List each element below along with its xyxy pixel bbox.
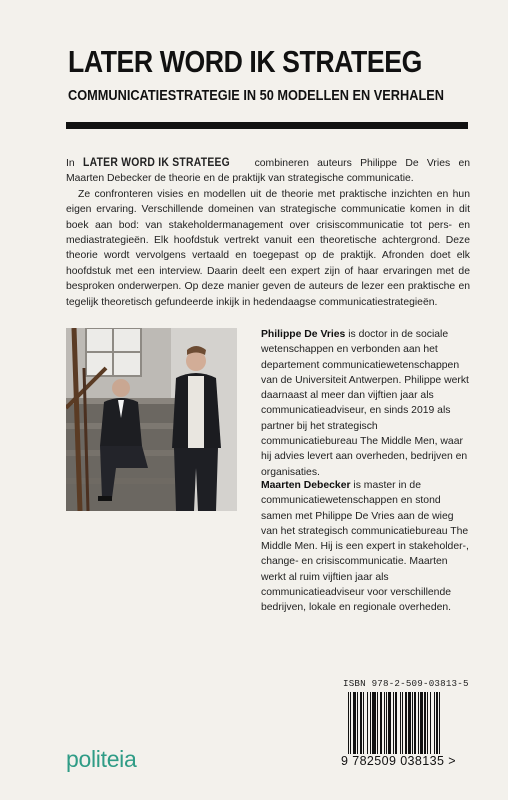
intro-paragraph-2: Ze confronteren visies en modellen uit de theorie met praktische inzichten en hun eigen ervaring. Verschillende domeinen van strategische communicatie komen in dit boek aan bod: van stakeholdermanagement over crisiscommunicatie tot pers- en mediastrategieën. Elk hoofdstuk vertrekt vanuit een theoretische achtergrond. Deze theorie wordt vervolgens vertaald en toegepast op de praktijk. Afronden doet elk hoofdstuk met een interview. Daarin deelt een expert zijn of haar ervaringen met de besproken onderwerpen. Op deze manier geven de auteurs de lezer een praktische en tegelijk theoretisch gefundeerde inkijk in hedendaagse communicatiestrategieën. (66, 188, 470, 308)
author-name: Philippe De Vries (261, 329, 346, 340)
intro-paragraph-1: In LATER WORD IK STRATEEG combineren auteurs Philippe De Vries en Maarten Debecker de theorie en de praktijk van strategische communicatie. (66, 157, 470, 185)
book-title: LATER WORD IK STRATEEG (68, 44, 422, 79)
author-name: Maarten Debecker (261, 480, 351, 491)
book-subtitle: COMMUNICATIESTRATEGIE IN 50 MODELLEN EN VERHALEN (68, 88, 444, 104)
isbn-label: ISBN 978-2-509-03813-5 (343, 678, 469, 689)
barcode-digits: 9 782509 038135 > (341, 754, 456, 768)
intro-text (66, 156, 470, 310)
publisher-logo: politeia (66, 746, 137, 772)
authors-photo (66, 328, 237, 511)
barcode (346, 692, 470, 758)
author-bio-maarten: Maarten Debecker is master in de communicatiewetenschappen en stond samen met Philippe De Vries aan de wieg van het strategisch communicatiebureau The Middle Men. Hij is een expert in stakeholder-, change- en crisiscommunicatie. Maarten werkt al ruim vijftien jaar als communicatieadviseur voor verschillende bedrijven, lokale en regionale overheden. (261, 480, 469, 614)
intro-title-mention: LATER WORD IK STRATEEG (82, 157, 230, 169)
title-divider (66, 122, 468, 129)
author-bio-philippe: Philippe De Vries is doctor in de sociale wetenschappen en verbonden aan het departement communicatiewetenschappen van de Universiteit Antwerpen. Philippe werkt daarnaast al meer dan vijftien jaar als communicatieadviseur, en sinds 2019 als partner bij het strategisch communicatiebureau The Middle Men, waar hij advies levert aan overheden, bedrijven en organisaties. (261, 329, 469, 478)
